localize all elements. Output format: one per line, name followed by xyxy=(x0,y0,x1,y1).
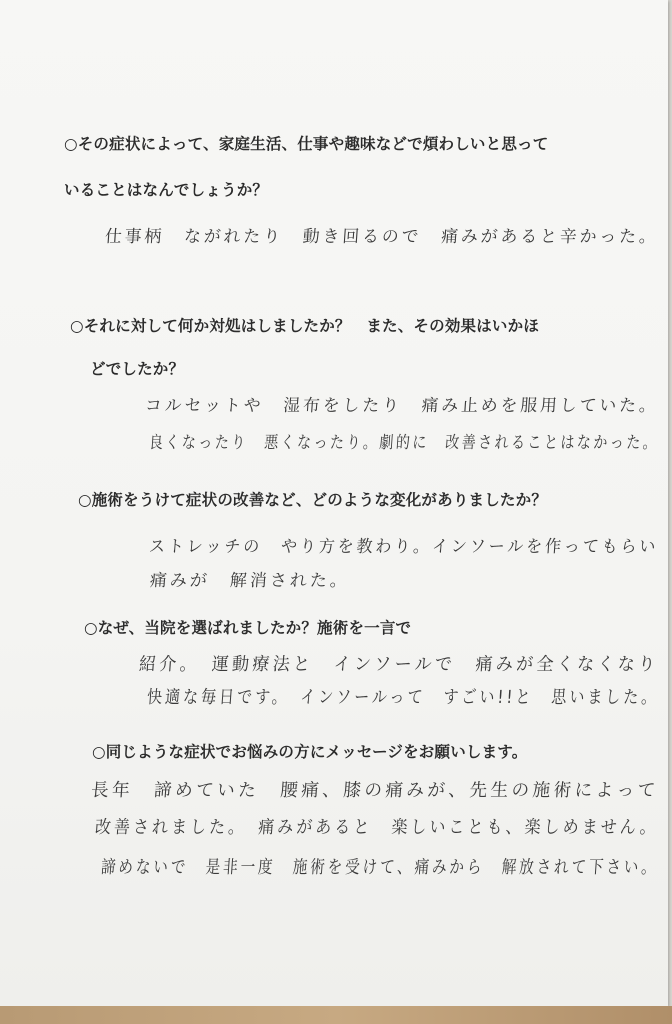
answer-3-line-2: 痛みが 解消された。 xyxy=(149,571,351,591)
desk-surface xyxy=(0,1006,672,1024)
question-4-line-1: ○なぜ、当院を選ばれましたか？施術を一言で xyxy=(84,619,412,637)
answer-2-line-1: コルセットや 湿布をしたり 痛み止めを服用していた。 xyxy=(144,396,660,416)
answer-2-line-2: 良くなったり 悪くなったり。劇的に 改善されることはなかった。 xyxy=(148,433,660,453)
question-5-line-1: ○同じような症状でお悩みの方にメッセージをお願いします。 xyxy=(92,743,528,761)
answer-1-line-1: 仕事柄 ながれたり 動き回るので 痛みがあると辛かった。 xyxy=(104,227,660,247)
answer-3-line-1: ストレッチの やり方を教わり。インソールを作ってもらい xyxy=(148,537,659,557)
answer-4-line-2: 快適な毎日です。 インソールって すごい!!と 思いました。 xyxy=(146,687,661,708)
answer-5-line-3: 諦めないで 是非一度 施術を受けて、痛みから 解放されて下さい。 xyxy=(100,857,660,878)
answer-5-line-2: 改善されました。 痛みがあると 楽しいことも、楽しめません。 xyxy=(94,817,660,838)
answer-5-line-1: 長年 諦めていた 腰痛、膝の痛みが、先生の施術によって xyxy=(90,780,660,801)
answer-4-line-1: 紹介。 運動療法と インソールで 痛みが全くなくなり xyxy=(138,654,660,675)
question-2-line-2: どでしたか？ xyxy=(90,360,185,378)
question-3-line-1: ○施術をうけて症状の改善など、どのような変化がありましたか？ xyxy=(78,491,548,509)
question-1-line-2: いることはなんでしょうか？ xyxy=(64,181,269,199)
question-2-line-1: ○それに対して何か対処はしましたか？ また、その効果はいかほ xyxy=(70,317,540,335)
question-1-line-1: ○その症状によって、家庭生活、仕事や趣味などで煩わしいと思って xyxy=(64,135,549,153)
